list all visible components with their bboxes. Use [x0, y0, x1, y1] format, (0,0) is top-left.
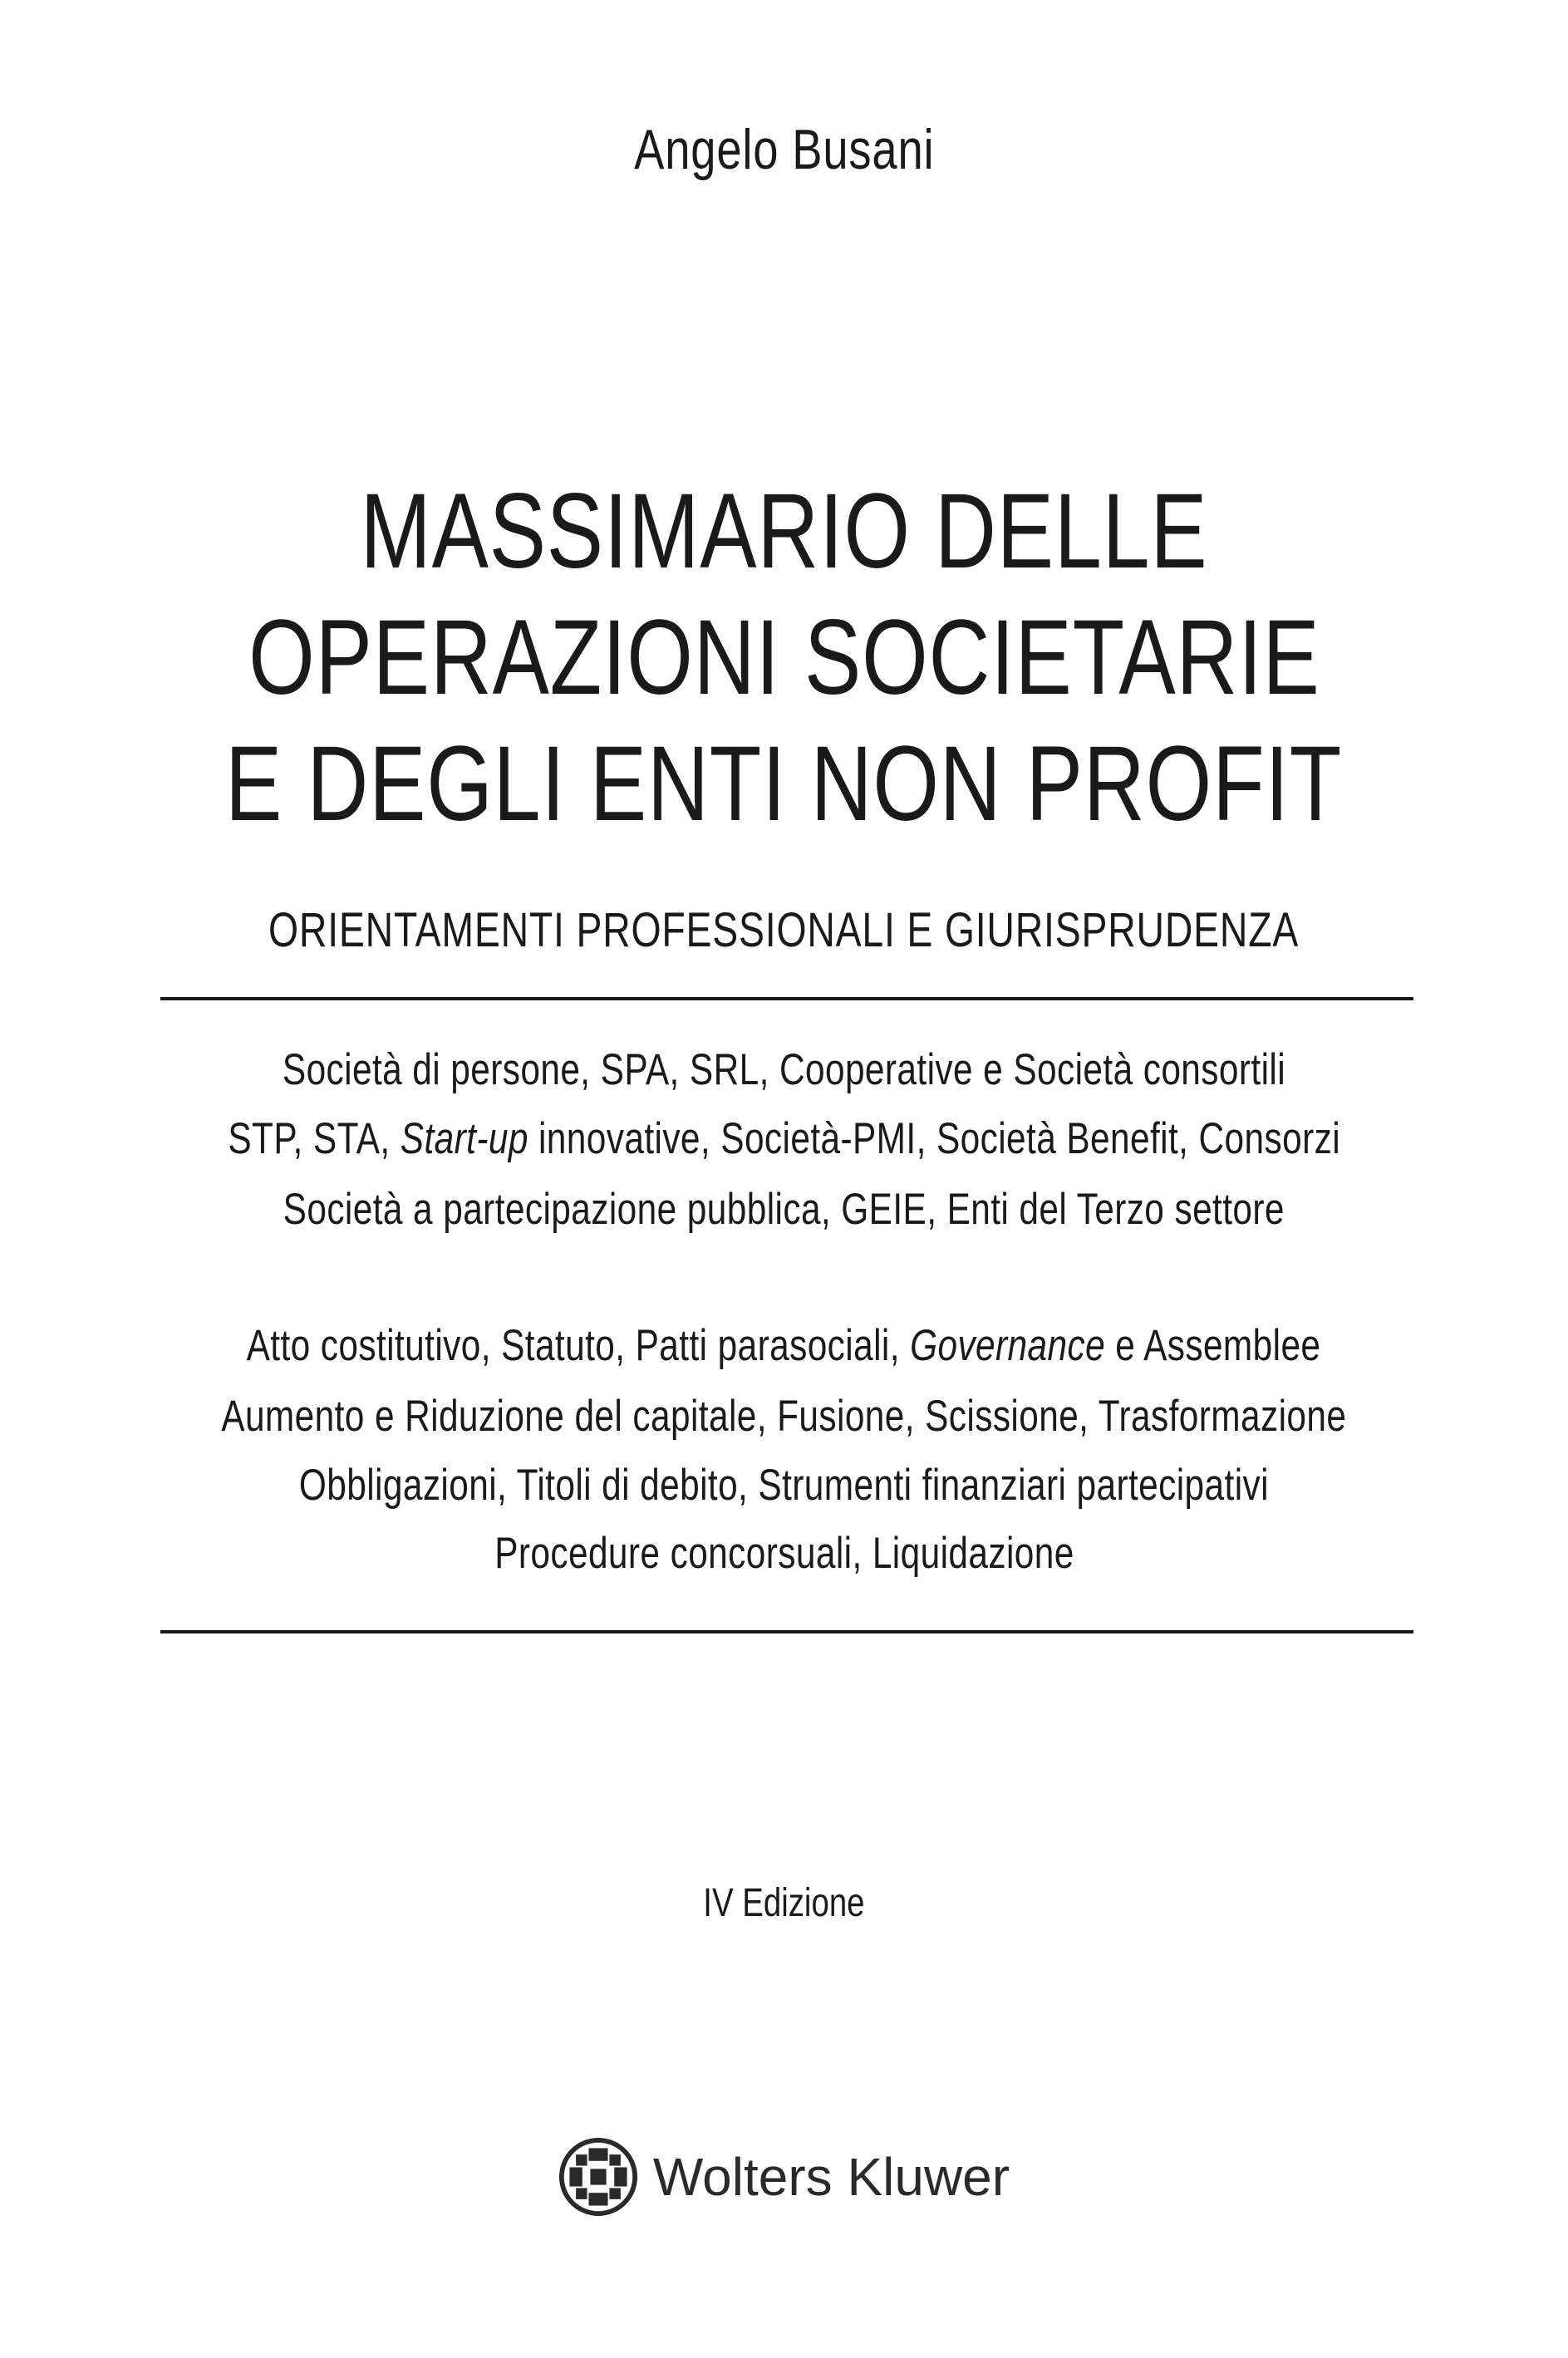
topic-italic-text: Governance [910, 1321, 1106, 1370]
topics-entities-line-3: Società a partecipazione pubblica, GEIE, Enti del Terzo settore [283, 1185, 1285, 1234]
author-name: Angelo Busani [633, 118, 935, 181]
topic-text: e Assemblee [1105, 1321, 1321, 1370]
topics-operations-line-4: Procedure concorsuali, Liquidazione [494, 1529, 1074, 1578]
bottom-divider [160, 1630, 1413, 1633]
topics-operations-line-1 [0, 1319, 1568, 1373]
edition-label: IV Edizione [703, 1881, 865, 1925]
topics-entities-line-2 [0, 1113, 1568, 1166]
title-line-1: MASSIMARIO DELLE [360, 472, 1208, 591]
title-line-3: E DEGLI ENTI NON PROFIT [225, 725, 1343, 843]
topic-italic-text: Start-up [400, 1114, 528, 1163]
top-divider [160, 997, 1413, 1000]
topics-entities-line-1: Società di persone, SPA, SRL, Cooperative e Società consortili [282, 1045, 1286, 1094]
publisher-block [0, 2137, 1568, 2217]
wolters-kluwer-logo-icon [558, 2137, 638, 2217]
subtitle: ORIENTAMENTI PROFESSIONALI E GIURISPRUDENZA [268, 903, 1300, 957]
topic-text: Atto costitutivo, Statuto, Patti parasociali, [247, 1321, 911, 1370]
topic-text: STP, STA, [228, 1114, 401, 1163]
topics-operations-line-2: Aumento e Riduzione del capitale, Fusione, Scissione, Trasformazione [221, 1392, 1347, 1441]
title-line-2: OPERAZIONI SOCIETARIE [248, 598, 1320, 717]
topics-operations-line-3: Obbligazioni, Titoli di debito, Strumenti finanziari partecipativi [298, 1461, 1270, 1510]
topic-text: innovative, Società-PMI, Società Benefit, Consorzi [528, 1114, 1340, 1163]
publisher-name: Wolters Kluwer [652, 2147, 1010, 2207]
